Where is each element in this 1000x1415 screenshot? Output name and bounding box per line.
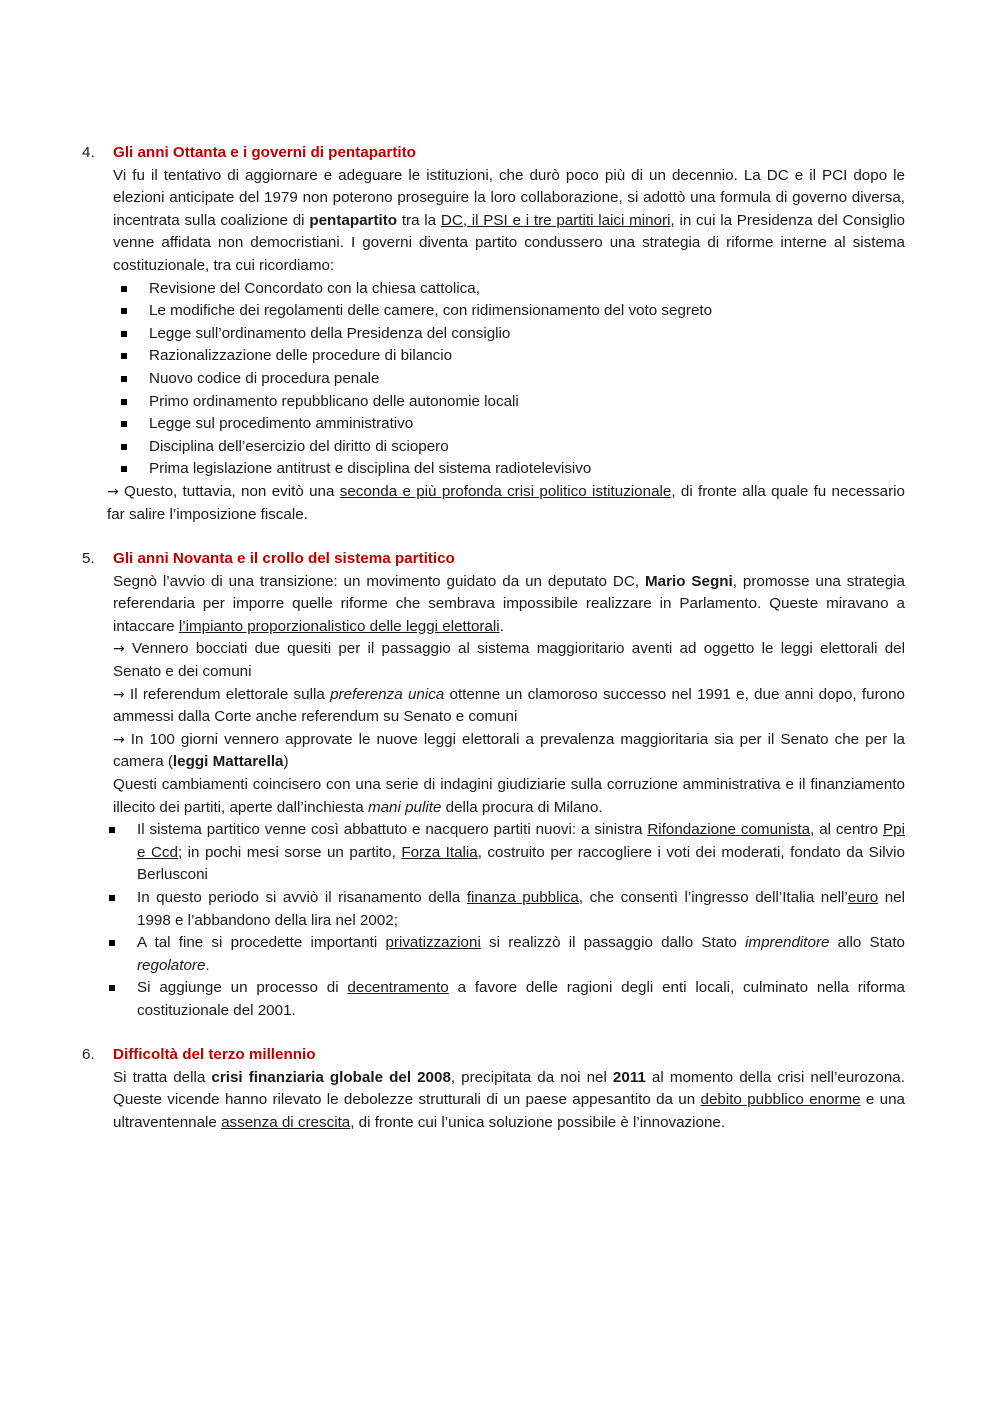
underlined-run: DC, il PSI e i tre partiti laici minori (440, 211, 671, 229)
underlined-run: Forza Italia (401, 843, 478, 861)
list-item-text: Legge sull’ordinamento della Presidenza del consiglio (149, 324, 511, 342)
bold-run: crisi finanziaria globale del 2008 (211, 1068, 451, 1086)
text-run: , di fronte alla quale fu necessario far salire l’imposizione fiscale. (107, 482, 906, 523)
bullet-square-icon (121, 444, 127, 450)
text-run: , al centro (810, 821, 884, 839)
list-item-text: Revisione del Concordato con la chiesa cattolica, (149, 279, 480, 297)
bullet-square-icon (109, 985, 115, 991)
list-item (113, 300, 905, 323)
list-item-text: Primo ordinamento repubblicano delle autonomie locali (149, 392, 519, 410)
text-run: . (205, 956, 210, 974)
italic-run: regolatore (137, 956, 206, 974)
text-run: , costruito per raccogliere i voti dei moderati, fondato da Silvio Berlusconi (137, 843, 905, 884)
underlined-run: Ppi e Ccd (137, 821, 905, 861)
list-item (82, 977, 905, 1022)
text-run: allo Stato (829, 934, 905, 952)
bullet-square-icon (121, 286, 127, 292)
reform-list (113, 278, 905, 481)
bullet-square-icon (121, 399, 127, 405)
text-run: tra la (397, 211, 441, 229)
bullet-square-icon (121, 466, 127, 472)
underlined-run: finanza pubblica (466, 888, 579, 906)
text-run: , che consentì l’ingresso dell’Italia nell’ (578, 888, 848, 906)
list-item (113, 458, 905, 481)
list-item-text: Legge sul procedimento amministrativo (149, 415, 414, 433)
bold-run: pentapartito (309, 211, 398, 229)
italic-run: imprenditore (745, 934, 830, 952)
underlined-run: l’impianto proporzionalistico delle leggi elettorali (178, 617, 500, 635)
bold-run: leggi Mattarella (172, 753, 284, 771)
bold-run: Mario Segni (644, 572, 733, 590)
list-item (113, 368, 905, 391)
section-6-para (113, 1067, 905, 1135)
italic-run: preferenza unica (330, 685, 445, 703)
text-run: a favore delle ragioni degli enti locali, culminato nella riforma costituzionale del 2001. (137, 979, 905, 1019)
underlined-run: assenza di crescita (221, 1113, 351, 1131)
list-item (113, 391, 905, 414)
text-run: Il sistema partitico venne così abbattuto e nacquero partiti nuovi: a sinistra (137, 821, 648, 839)
section-5-para-2 (113, 638, 905, 683)
text-run: A tal fine si procedette importanti (137, 934, 386, 952)
section-4-heading (82, 142, 905, 165)
text-run: Segnò l’avvio di una transizione: un movimento guidato da un deputato DC, (113, 572, 645, 590)
section-5-heading (82, 548, 905, 571)
underlined-run: seconda e più profonda crisi politico istituzionale (339, 482, 672, 500)
list-item-text: Prima legislazione antitrust e disciplina del sistema radiotelevisivo (149, 460, 592, 478)
section-number: 4. (82, 144, 95, 161)
bullet-square-icon (121, 331, 127, 337)
underlined-run: decentramento (347, 979, 449, 997)
text-run: Questi cambiamenti coincisero con una serie di indagini giudiziarie sulla corruzione amministrativa e il finanziamento illecito dei partiti, aperte dall’inchiesta (113, 775, 905, 816)
text-run: . (499, 617, 504, 635)
italic-run: mani pulite (367, 798, 442, 816)
text-run: Vennero bocciati due quesiti per il passaggio al sistema maggioritario aventi ad oggetto le leggi elettorali del Senato e dei comuni (113, 640, 905, 680)
section-title: Difficoltà del terzo millennio (113, 1046, 316, 1063)
text-run: ; in pochi mesi sorse un partito, (177, 843, 402, 861)
section-4-intro (113, 165, 905, 278)
section-4 (82, 142, 905, 526)
underlined-run: debito pubblico enorme (700, 1091, 861, 1109)
section-title: Gli anni Novanta e il crollo del sistema partitico (113, 550, 455, 567)
list-item-text: Nuovo codice di procedura penale (149, 369, 380, 387)
text-run: Questo, tuttavia, non evitò una (118, 482, 340, 500)
text-run: ) (283, 753, 289, 771)
text-run: al momento della crisi nell’eurozona. Queste vicende hanno rilevato le debolezze strutturali di un paese appesantito da un (113, 1068, 905, 1109)
list-item-text: Disciplina dell’esercizio del diritto di sciopero (149, 437, 449, 455)
text-run: ottenne un clamoroso successo nel 1991 e, due anni dopo, furono ammessi dalla Corte anche referendum su Senato e comuni (113, 685, 905, 726)
underlined-run: Rifondazione comunista (647, 821, 811, 839)
list-item-text: Razionalizzazione delle procedure di bilancio (149, 347, 453, 365)
text-run: Vi fu il tentativo di aggiornare e adeguare le istituzioni, che durò poco più di un decennio. La DC e il PCI dopo le elezioni anticipate del 1979 non poterono proseguire la loro collaborazione, si adottò una formula di governo diversa, incentrata sulla coalizione di (113, 166, 905, 229)
section-5-para-1 (113, 571, 905, 639)
bullet-square-icon (121, 421, 127, 427)
text-run: Si tratta della (113, 1068, 212, 1086)
text-run: nel 1998 e l’abbandono della lira nel 2002; (137, 888, 905, 929)
bullet-square-icon (109, 940, 115, 946)
list-item (82, 932, 905, 977)
section-5 (82, 548, 905, 1022)
arrow-right-icon: → (107, 483, 119, 500)
section-number: 6. (82, 1046, 95, 1063)
underlined-run: euro (847, 888, 879, 906)
underlined-run: privatizzazioni (385, 934, 481, 952)
section-5-para-3 (113, 684, 905, 729)
list-item-text: Le modifiche dei regolamenti delle camere, con ridimensionamento del voto segreto (149, 302, 713, 320)
arrow-right-icon: → (113, 686, 125, 703)
section-4-conclusion (107, 481, 905, 526)
text-run: , in cui la Presidenza del Consiglio venne affidata non democristiani. I governi diventa partito condussero una strategia di riforme interne al sistema costituzionale, tra cui ricordiamo: (113, 211, 905, 274)
section-6 (82, 1044, 905, 1134)
text-run: e una ultraventennale (113, 1091, 905, 1131)
list-item (113, 278, 905, 301)
section-5-bullets (82, 819, 905, 1022)
section-5-para-4 (113, 729, 905, 774)
bullet-square-icon (109, 827, 115, 833)
text-run: Si aggiunge un processo di (137, 979, 348, 997)
list-item (82, 887, 905, 932)
text-run: , promosse una strategia referendaria per imporre quelle riforme che sembrava impossibile realizzare in Parlamento. Queste miravano a intaccare (113, 572, 906, 635)
arrow-right-icon: → (113, 731, 125, 748)
bullet-square-icon (121, 353, 127, 359)
list-item (113, 345, 905, 368)
list-item (113, 436, 905, 459)
text-run: In questo periodo si avviò il risanamento della (137, 888, 467, 906)
bullet-square-icon (109, 895, 115, 901)
section-5-para-5 (113, 774, 905, 819)
text-run: Il referendum elettorale sulla (124, 685, 331, 703)
text-run: , precipitata da noi nel (450, 1068, 613, 1086)
text-run: , di fronte cui l’unica soluzione possibile è l’innovazione. (350, 1113, 726, 1131)
arrow-right-icon: → (113, 641, 125, 658)
text-run: della procura di Milano. (441, 798, 603, 816)
bold-run: 2011 (612, 1068, 646, 1086)
bullet-square-icon (121, 308, 127, 314)
bullet-square-icon (121, 376, 127, 382)
list-item (113, 323, 905, 346)
section-title: Gli anni Ottanta e i governi di pentapartito (113, 144, 416, 161)
section-6-heading (82, 1044, 905, 1067)
section-number: 5. (82, 550, 95, 567)
text-run: In 100 giorni vennero approvate le nuove leggi elettorali a prevalenza maggioritaria sia per il Senato che per la camera ( (113, 730, 905, 771)
list-item (113, 413, 905, 436)
list-item (82, 819, 905, 887)
text-run: si realizzò il passaggio dallo Stato (480, 934, 746, 952)
